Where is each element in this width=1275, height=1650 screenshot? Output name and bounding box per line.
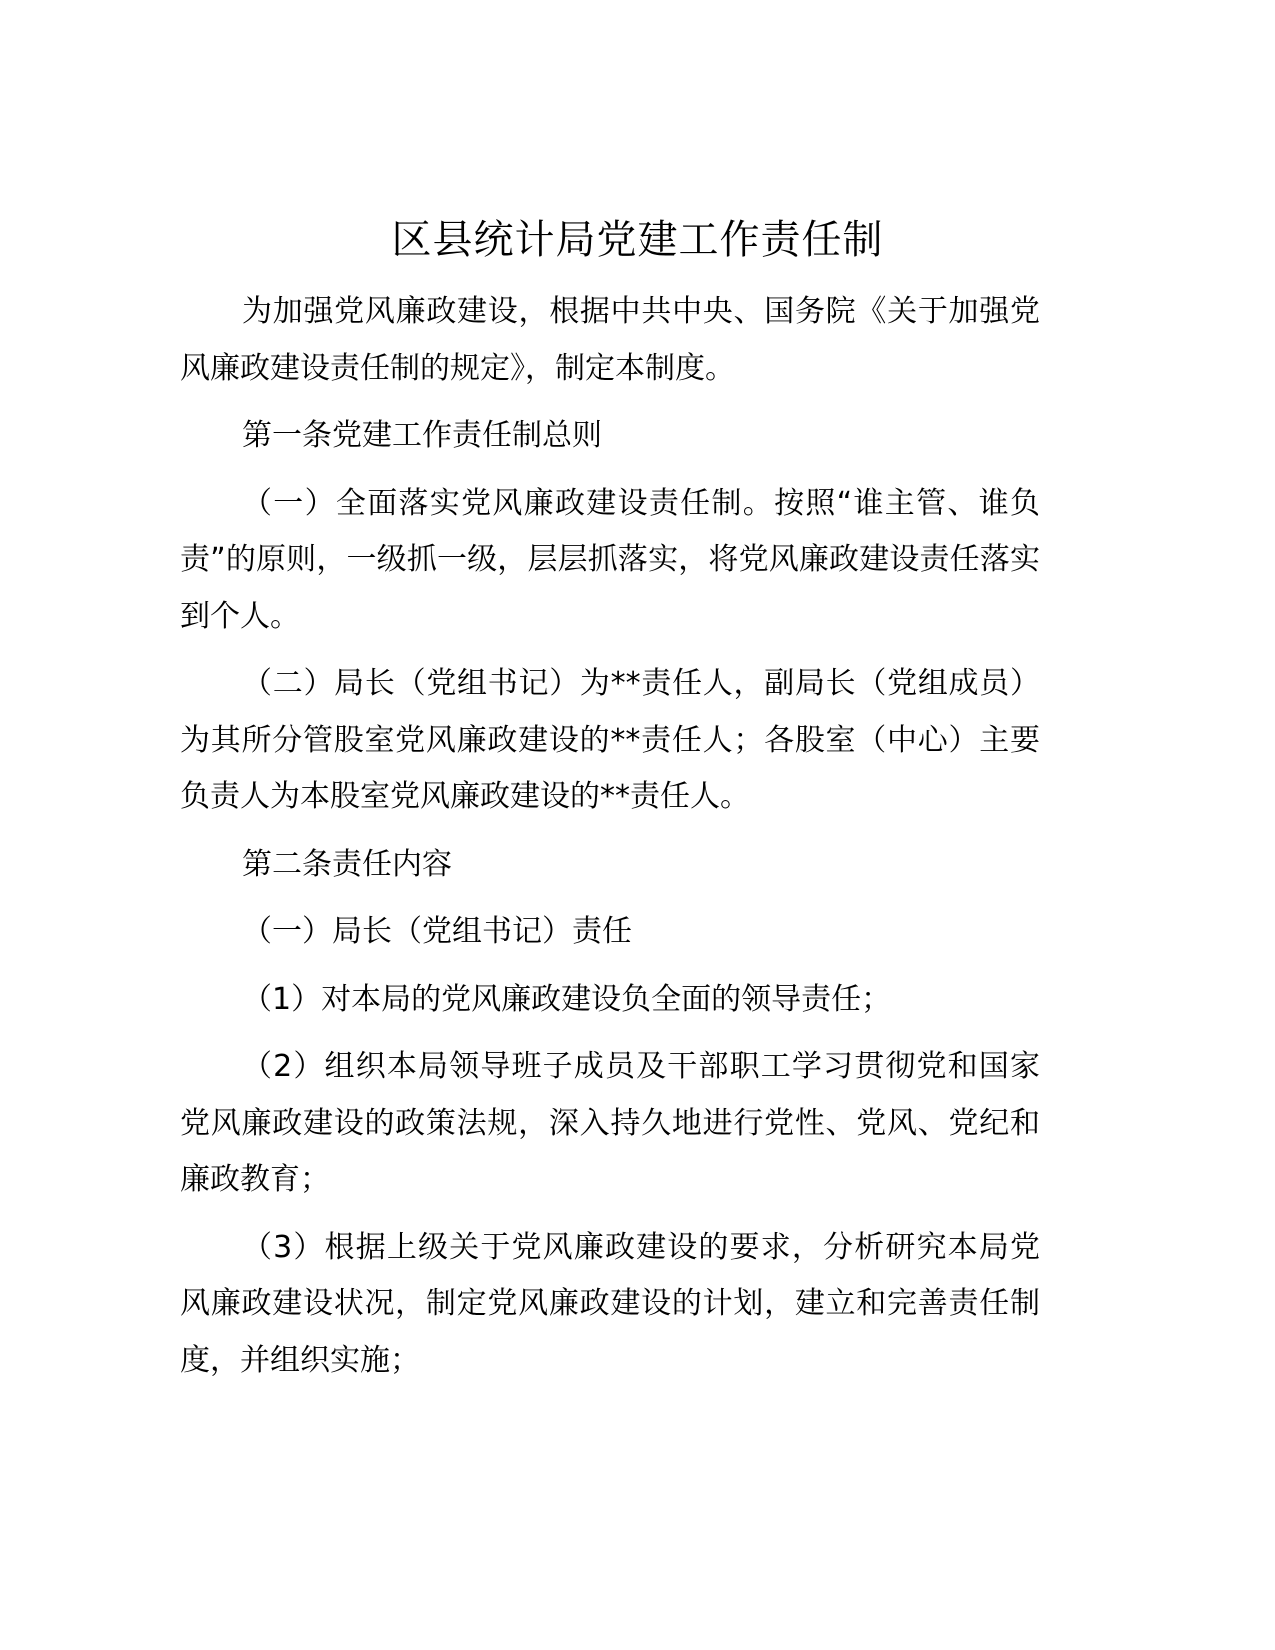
- article-1-item-1: （一）全面落实党风廉政建设责任制。按照“谁主管、谁负责”的原则，一级抓一级，层层抓落实，将党风廉政建设责任落实到个人。: [180, 485, 1040, 634]
- article-1-item-2: （二）局长（党组书记）为**责任人，副局长（党组成员）为其所分管股室党风廉政建设的**责任人；各股室（中心）主要负责人为本股室党风廉政建设的**责任人。: [180, 666, 1040, 814]
- article-1-heading: 第一条党建工作责任制总则: [242, 418, 602, 453]
- document-title: 区县统计局党建工作责任制: [391, 217, 884, 263]
- document-body: [180, 284, 1040, 1400]
- article-2-section-1-item-1: （1）对本局的党风廉政建设负全面的领导责任；: [242, 981, 892, 1017]
- intro-paragraph: 为加强党风廉政建设，根据中共中央、国务院《关于加强党风廉政建设责任制的规定》，制定本制度。: [180, 294, 1040, 386]
- article-2-section-1-item-3: （3）根据上级关于党风廉政建设的要求，分析研究本局党风廉政建设状况，制定党风廉政建设的计划，建立和完善责任制度，并组织实施；: [180, 1229, 1040, 1378]
- article-2-heading: 第二条责任内容: [242, 846, 452, 882]
- article-2-section-1-heading: （一）局长（党组书记）责任: [242, 914, 632, 949]
- article-2-section-1-item-2: （2）组织本局领导班子成员及干部职工学习贯彻党和国家党风廉政建设的政策法规，深入持久地进行党性、党风、党纪和廉政教育；: [180, 1049, 1040, 1197]
